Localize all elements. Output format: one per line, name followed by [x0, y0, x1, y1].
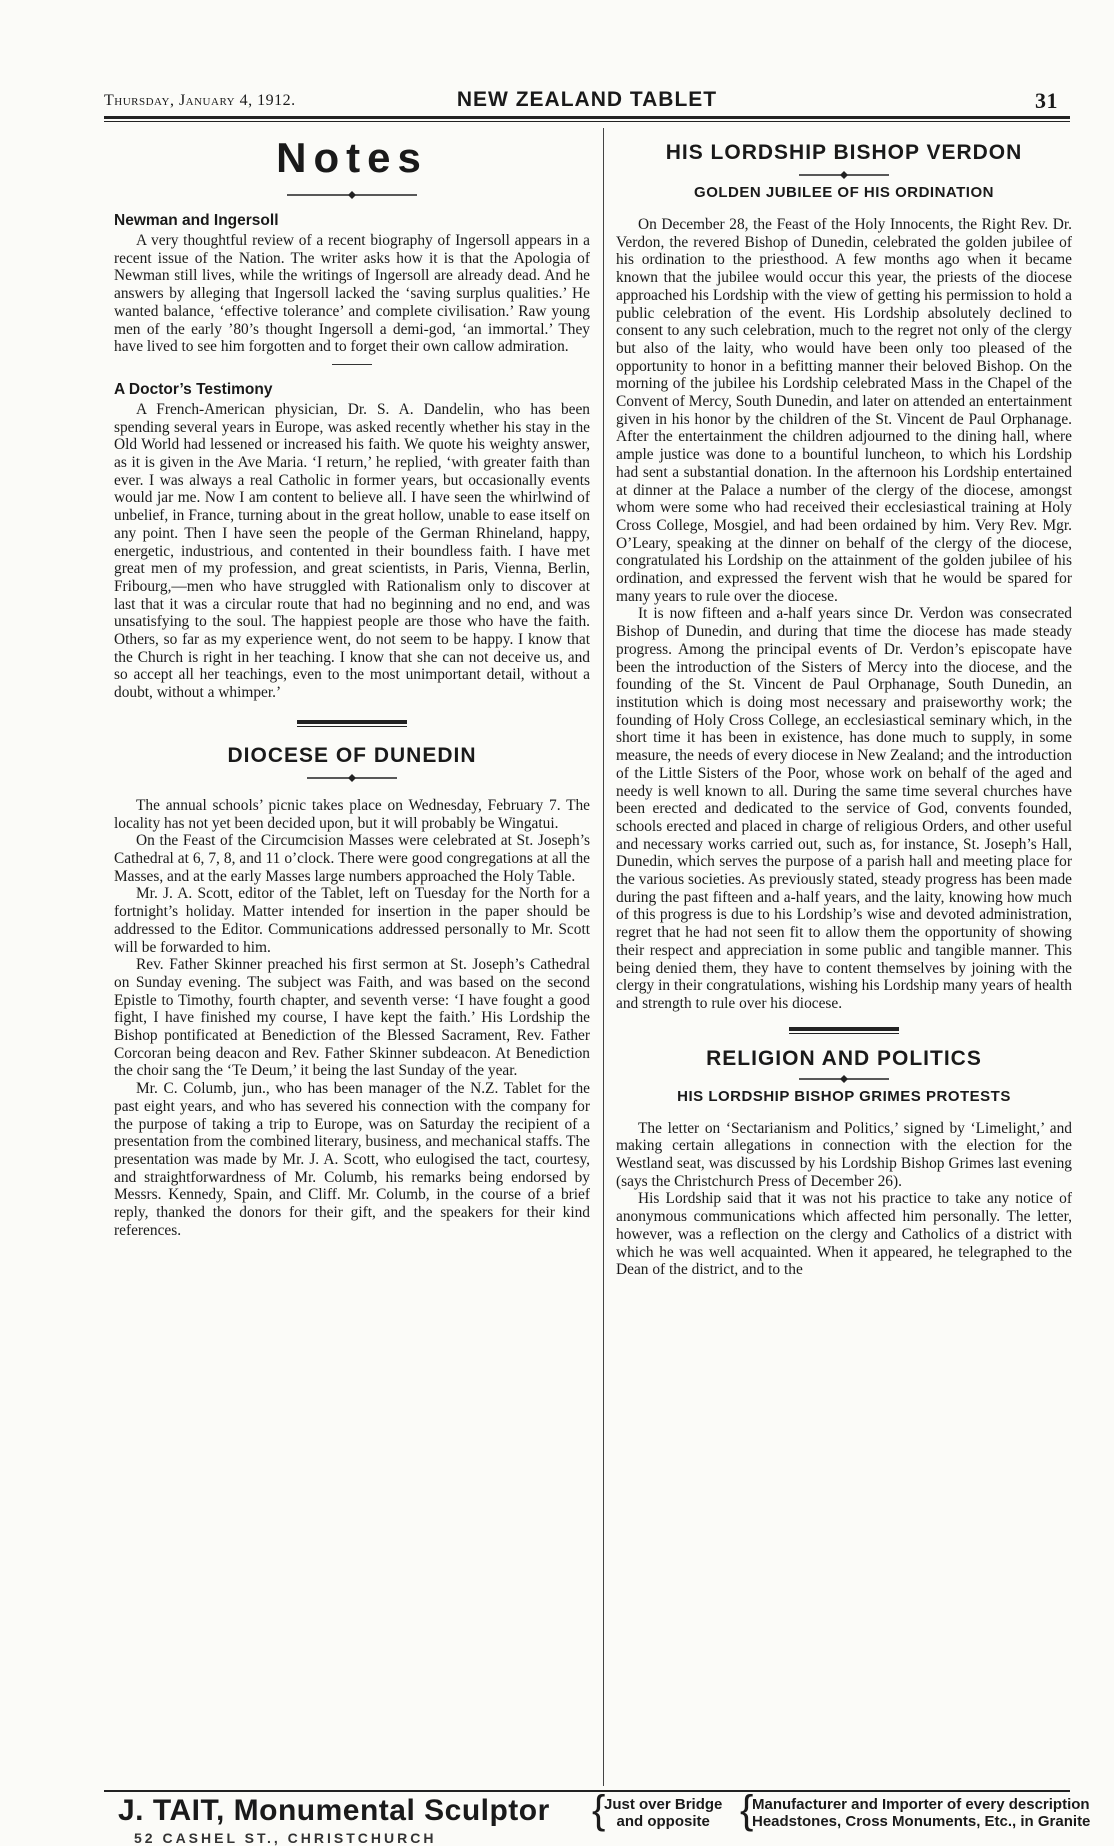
- brace-icon: {: [592, 1788, 606, 1832]
- advertiser-location-line: Just over Bridge: [604, 1796, 723, 1813]
- section-subtitle-politics: HIS LORDSHIP BISHOP GRIMES PROTESTS: [677, 1087, 1011, 1105]
- header-rule: [104, 116, 1070, 119]
- section-divider: [297, 720, 407, 727]
- advertiser-name: J. TAIT, Monumental Sculptor: [118, 1794, 550, 1827]
- ornament-rule-icon: [799, 1074, 889, 1084]
- paragraph: Mr. C. Columb, jun., who has been manager of the N.Z. Tablet for the past eight years, and who has severed his connection with the company for the purpose of taking a trip to Europe, was on Saturday the recipient of a presentation from the combined literary, business, and mechanical staffs. The presentation was made by Mr. J. A. Scott, who eulogised the tact, courtesy, and straightforwardness of Mr. Columb, his remarks being endorsed by Messrs. Kennedy, Spain, and Cliff. Mr. Columb, in the course of a brief reply, thanked the donors for their gift, and the speakers for their kind references.: [114, 1080, 590, 1239]
- masthead: [104, 88, 1070, 114]
- paragraph: A very thoughtful review of a recent biography of Ingersoll appears in a recent issue of the Nation. The writer asks how it is that the Apologia of Newman still lives, while the writings of Ingersoll are already dead. And he answers by alleging that Ingersoll lacked the ‘saving surplus qualities.’ He wanted balance, ‘effective tolerance’ and complete civilisation.’ Raw young men of the early ’80’s thought Ingersoll a demi-god, ‘an immortal.’ They have lived to see him forgotten and to forget their own callow admiration.: [114, 232, 590, 356]
- paragraph: Mr. J. A. Scott, editor of the Tablet, left on Tuesday for the North for a fortnight’s holiday. Matter intended for insertion in the paper should be addressed to the Editor. Communications addressed personally to Mr. Scott will be forwarded to him.: [114, 885, 590, 956]
- notes-title: Notes: [276, 134, 428, 181]
- ornament-rule-icon: [799, 170, 889, 180]
- ornament-rule-icon: [307, 773, 397, 783]
- paragraph: On December 28, the Feast of the Holy Innocents, the Right Rev. Dr. Verdon, the revered Bishop of Dunedin, celebrated the golden jubilee of his ordination to the priesthood. A few months ago when it became known that the jubilee would occur this year, the priests of the diocese approached his Lordship with the view of getting his permission to hold a public celebration of the event. His Lordship absolutely declined to consent to any such celebration, much to the regret not only of the clergy but also of the laity, who would have been only too pleased of the opportunity to honor in a befitting manner their beloved Bishop. On the morning of the jubilee his Lordship celebrated Mass in the Chapel of the Convent of Mercy, South Dunedin, and later on attended an entertainment given in his honor by the children of the St. Vincent de Paul Orphanage. After the entertainment the children adjourned to the dining hall, where ample justice was done to a bountiful luncheon, to which his Lordship had sent a substantial donation. In the afternoon his Lordship entertained at dinner at the Palace a number of the clergy of the diocese, amongst whom were some who had received their ecclesiastical training at Holy Cross College, Mosgiel, and had been ordained by him. Very Rev. Mgr. O’Leary, speaking at the dinner on behalf of the clergy of the diocese, congratulated his Lordship on the attainment of the golden jubilee of his ordination, and expressed the fervent wish that he would be spared for many years to rule over the diocese.: [616, 216, 1072, 605]
- brace-icon: {: [740, 1788, 754, 1832]
- section-divider: [789, 1027, 899, 1034]
- short-divider: [332, 364, 372, 365]
- column-divider: [603, 128, 604, 1786]
- paragraph: The annual schools’ picnic takes place on Wednesday, February 7. The locality has not yet been decided upon, but it will probably be Wingatui.: [114, 796, 590, 832]
- advertiser-address: 52 CASHEL ST., CHRISTCHURCH: [134, 1830, 437, 1846]
- page-number: 31: [1035, 88, 1058, 113]
- section-subtitle-verdon: GOLDEN JUBILEE OF HIS ORDINATION: [694, 184, 994, 201]
- paragraph: On the Feast of the Circumcision Masses were celebrated at St. Joseph’s Cathedral at 6, 7, 8, and 11 o’clock. There were good congregations at all the Masses, and at the early Masses large numbers approached the Holy Table.: [114, 832, 590, 885]
- issue-date: Thursday, January 4, 1912.: [104, 92, 296, 109]
- section-title-verdon: HIS LORDSHIP BISHOP VERDON: [665, 141, 1023, 164]
- left-column: [114, 128, 590, 1788]
- advertiser-description-line: Manufacturer and Importer of every description: [752, 1796, 1090, 1813]
- subhead-doctor: A Doctor’s Testimony: [114, 380, 273, 398]
- advertiser-location-line: and opposite: [616, 1813, 710, 1830]
- ornament-rule-icon: [287, 190, 417, 200]
- paragraph: A French-American physician, Dr. S. A. Dandelin, who has been spending several years in Europe, was asked recently whether his stay in the Old World had lessened or increased his faith. We quote his weighty answer, as it is given in the Ave Maria. ‘I return,’ he replied, ‘with greater faith than ever. I was always a real Catholic in former years, but occasionally events would jar me. Now I am content to believe all. I have seen the whirlwind of unbelief, in France, turning about in the great hollow, unable to ease itself on any point. Then I have seen the people of the German Rhineland, happy, energetic, industrious, and contented in their boundless faith. I have met great men of my profession, and great scientists, in Paris, Vienna, Berlin, Fribourg,—men who have struggled with Rationalism only to discover at last that it was a circular route that had no beginning and no end, and was unsatisfying to the soul. The happiest people are those who have the faith. Others, so far as my experience went, do not seem to be happy. I know that the Church is right in her teaching. I know that she can not deceive us, and so accept all her teachings, even to the most unimportant detail, without a doubt, without a whimper.’: [114, 400, 590, 702]
- section-title-politics: RELIGION AND POLITICS: [706, 1046, 982, 1070]
- right-column: [616, 128, 1072, 1788]
- paragraph: His Lordship said that it was not his practice to take any notice of anonymous communications which affected him personally. The letter, however, was a reflection on the clergy and Catholics of a district with which he was well acquainted. When it appeared, he telegraphed to the Dean of the district, and to the: [616, 1190, 1072, 1279]
- advertiser-description-line: Headstones, Cross Monuments, Etc., in Granite: [752, 1813, 1091, 1830]
- paragraph: Rev. Father Skinner preached his first sermon at St. Joseph’s Cathedral on Sunday evening. The subject was Faith, and was based on the second Epistle to Timothy, fourth chapter, and seventh verse: ‘I have fought a good fight, I have finished my course, I have kept the faith.’ His Lordship the Bishop pontificated at Benediction of the Blessed Sacrament, Rev. Father Corcoran being deacon and Rev. Father Skinner subdeacon. At Benediction the choir sang the ‘Te Deum,’ it being the last Sunday of the year.: [114, 956, 590, 1080]
- paragraph: The letter on ‘Sectarianism and Politics,’ signed by ‘Limelight,’ and making certain allegations in connection with the election for the Westland seat, was discussed by his Lordship Bishop Grimes last evening (says the Christchurch Press of December 26).: [616, 1119, 1072, 1190]
- newspaper-title: NEW ZEALAND TABLET: [456, 88, 718, 111]
- paragraph: It is now fifteen and a-half years since Dr. Verdon was consecrated Bishop of Dunedin, and during that time the diocese has made steady progress. Among the principal events of Dr. Verdon’s episcopate have been the introduction of the Sisters of Mercy into the diocese, and the founding of the St. Vincent de Paul Orphanage, South Dunedin, an institution which is doing most necessary and praiseworthy work; the founding of Holy Cross College, an ecclesiastical seminary which, in the short time it has been in existence, has done much to supply, in some measure, the needs of every diocese in New Zealand; and the introduction of the Little Sisters of the Poor, whose work on behalf of the aged and needy is well known to all. During the same time several churches have been erected and dedicated to the service of God, convents founded, schools erected and placed in charge of religious Orders, and other useful and necessary works carried out, such as, for instance, St. Joseph’s Hall, Dunedin, which serves the purpose of a parish hall and meeting place for the various societies. As previously stated, steady progress has been made during the past fifteen and a-half years, and the laity, knowing how much of this progress is due to his Lordship’s wise and devoted administration, regret that he had not seen fit to allow them the opportunity of showing their respect and appreciation in some public and tangible manner. This being denied them, they have to content themselves by joining with the clergy in their congratulations, wishing his Lordship many years of health and strength to rule over his diocese.: [616, 605, 1072, 1012]
- advertisement-banner: [104, 1788, 1091, 1846]
- advertiser-description: [752, 1796, 1090, 1830]
- subhead-newman: Newman and Ingersoll: [114, 212, 279, 229]
- advertiser-location: [604, 1796, 722, 1830]
- section-title-dunedin: DIOCESE OF DUNEDIN: [227, 743, 477, 767]
- header-rule-thin: [104, 121, 1070, 122]
